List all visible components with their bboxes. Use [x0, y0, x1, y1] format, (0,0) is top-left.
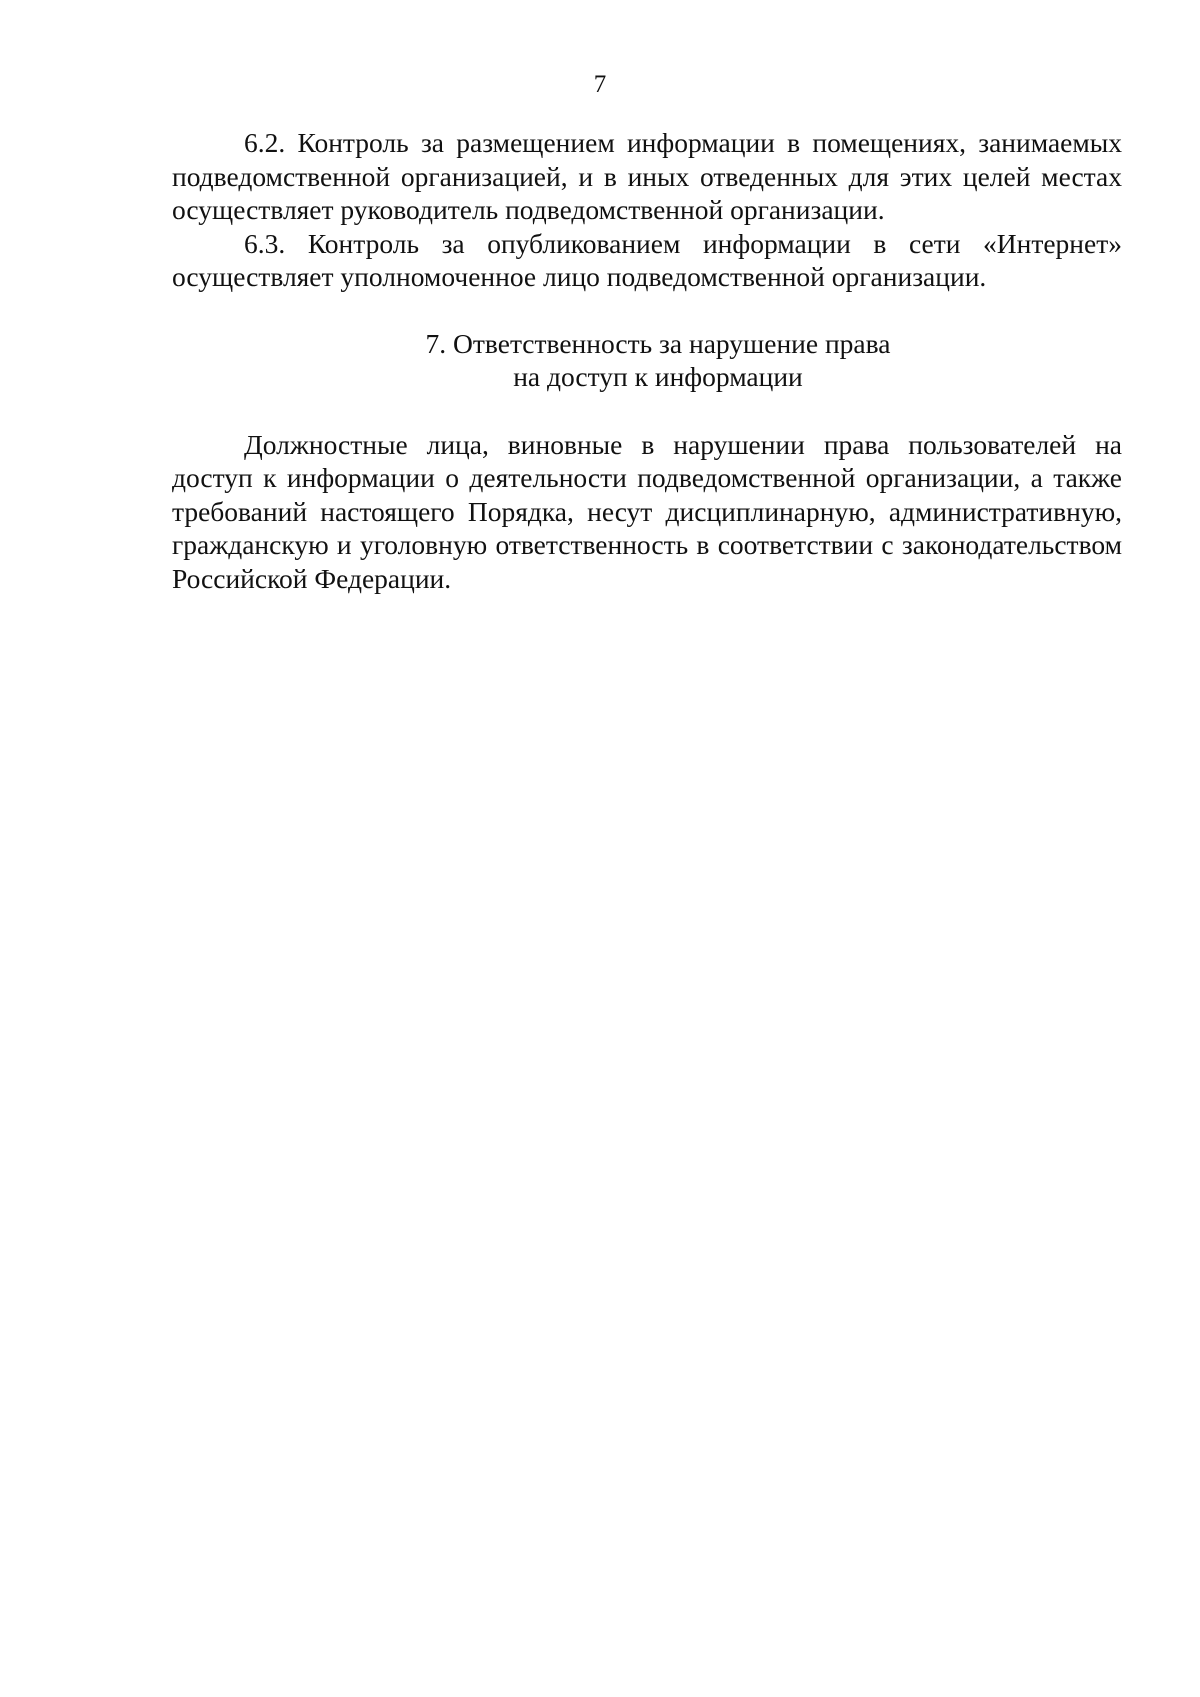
paragraph-6-3: 6.3. Контроль за опубликованием информации в сети «Интернет» осуществляет уполномоченное лицо подведомственной организации.	[172, 227, 1122, 292]
paragraph-section-7: Должностные лица, виновные в нарушении права пользователей на доступ к информации о деятельности подведомственной организации, а также требований настоящего Порядка, несут дисциплинарную, административную, гражданскую и уголовную ответственность в соответствии с законодательством Российской Федерации.	[172, 428, 1122, 594]
document-body	[172, 126, 1122, 595]
section-7-heading-line-2: на доступ к информации	[513, 361, 803, 392]
paragraph-6-2: 6.2. Контроль за размещением информации в помещениях, занимаемых подведомственной организацией, и в иных отведенных для этих целей местах осуществляет руководитель подведомственной организации.	[172, 127, 1122, 225]
section-7-heading-line-1: 7. Ответственность за нарушение права	[425, 327, 891, 359]
page-number: 7	[593, 71, 607, 98]
section-7-heading	[172, 327, 1122, 394]
